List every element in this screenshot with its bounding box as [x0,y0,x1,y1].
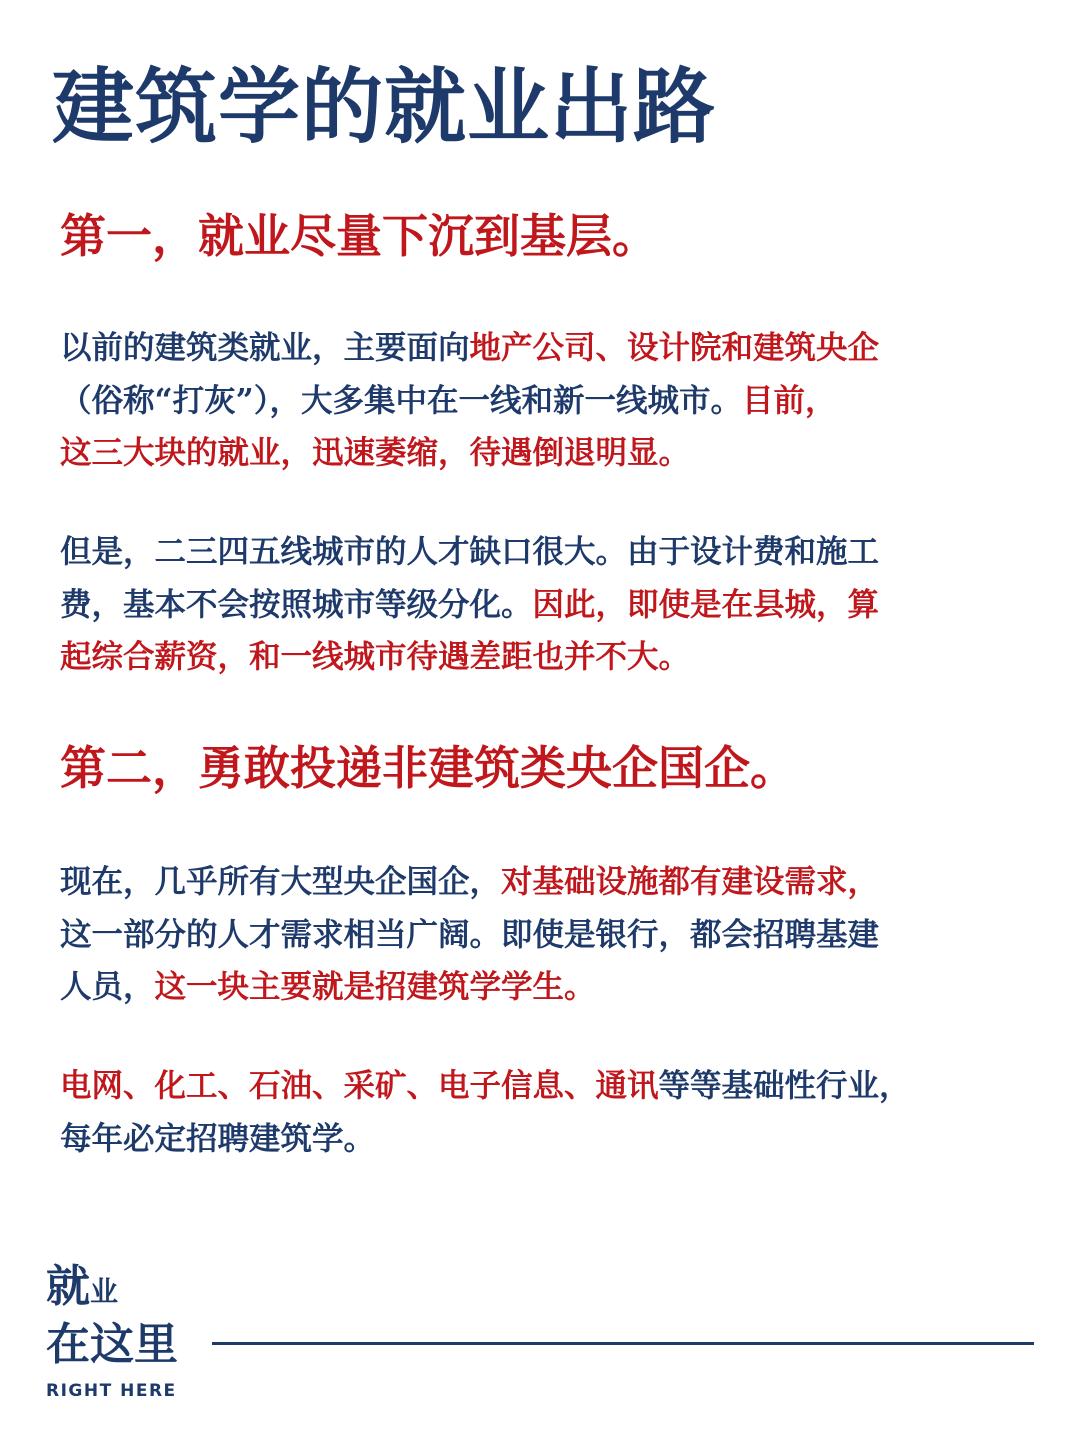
footer-divider [212,1342,1034,1345]
highlight-span: 电网、化工、石油、采矿、电子信息、通讯 [60,1067,659,1104]
paragraph-line [60,579,1020,632]
highlight-span: 起综合薪资，和一线城市待遇差距也并不大。 [60,638,691,675]
section-2-paragraph-1 [60,856,1020,1014]
text-span: 等等基础性行业， [658,1067,911,1104]
paragraph-line [60,909,1020,962]
highlight-span: 地产公司、设计院和建筑央企 [469,329,880,366]
highlight-span: 目前， [742,381,837,419]
paragraph-line [60,427,1020,480]
logo-char-large: 就 [46,1261,90,1312]
text-span: 这一部分的人才需求相当广阔。即使是银行，都会招聘基建 [60,915,880,953]
paragraph-line [60,322,1020,375]
text-span: 每年必定招聘建筑学。 [60,1119,376,1157]
paragraph-line [60,526,1020,579]
logo-line-1 [46,1262,178,1317]
text-span: 以前的建筑类就业，主要面向 [60,329,470,366]
highlight-span: 这三大块的就业，迅速萎缩，待遇倒退明显。 [60,434,691,471]
paragraph-line [60,631,1020,684]
paragraph-line [60,856,1020,909]
text-span: （俗称“打灰”），大多集中在一线和新一线城市。 [60,381,742,419]
highlight-span: 对基础设施都有建设需求， [501,863,880,900]
text-span: 费，基本不会按照城市等级分化。 [60,585,533,623]
logo-char-small: 业 [90,1275,119,1308]
highlight-span: 这一块主要就是招建筑学学生。 [154,968,596,1005]
highlight-span: 因此，即使是在县城，算 [532,585,880,623]
section-2-paragraph-2 [60,1060,1020,1165]
paragraph-line [60,375,1020,428]
section-1-paragraph-1 [60,322,1020,480]
logo-english-text: RIGHT HERE [46,1381,177,1401]
page-title: 建筑学的就业出路 [52,59,717,155]
paragraph-line [60,1113,1020,1166]
paragraph-line [60,1060,1020,1113]
section-1-heading: 第一，就业尽量下沉到基层。 [60,209,658,263]
text-span: 但是，二三四五线城市的人才缺口很大。由于设计费和施工 [60,533,880,570]
footer-logo [46,1262,178,1403]
paragraph-line [60,961,1020,1014]
text-span: 人员， [60,968,155,1005]
section-2-heading: 第二，勇敢投递非建筑类央企国企。 [60,741,796,795]
text-span: 现在，几乎所有大型央企国企， [60,863,502,900]
logo-line-2: 在这里 [46,1319,178,1370]
section-1-paragraph-2 [60,526,1020,684]
